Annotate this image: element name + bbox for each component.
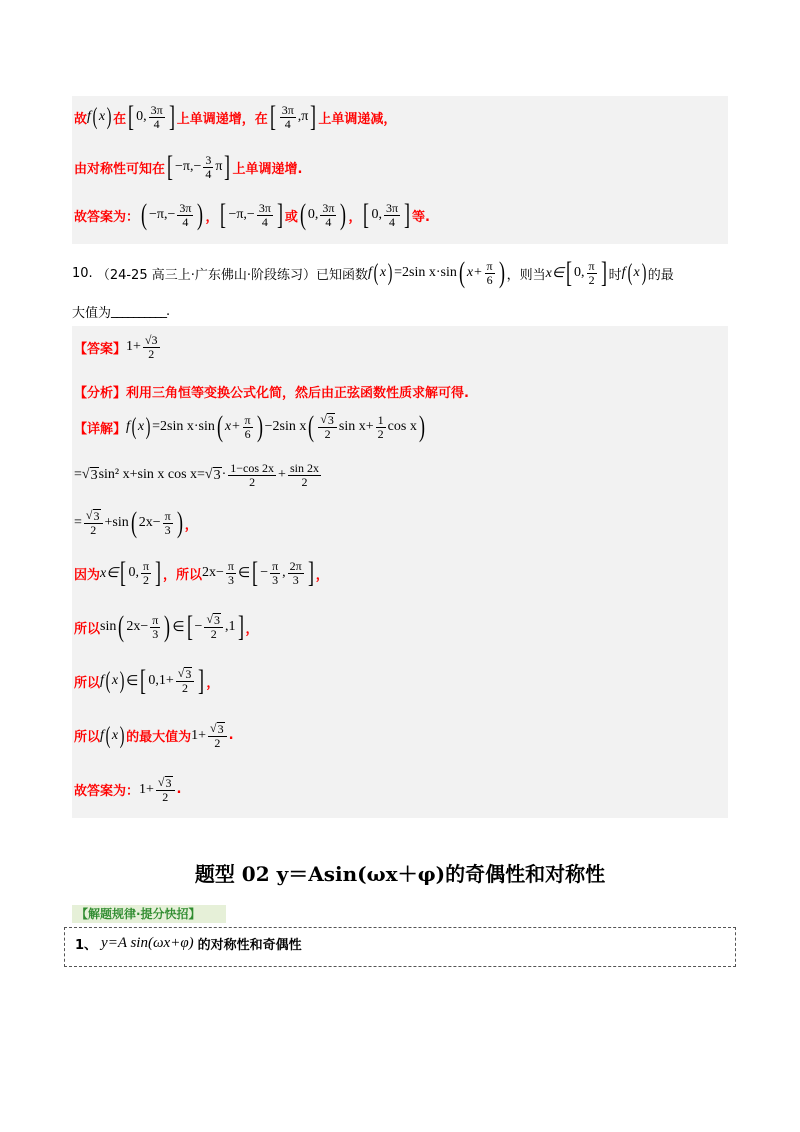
tips-item-1	[75, 934, 302, 953]
item-formula: y=A sin(ωx+φ)	[101, 935, 194, 951]
zero: 0,	[574, 265, 585, 280]
math-domain: x∈ [ 0, $\frac{\pi}{2}$ ]	[100, 556, 161, 589]
t: 所以	[74, 675, 101, 691]
t: ∈	[172, 619, 185, 635]
math-interval-3: [ −π,− $\frac{3}{4}$ π ]	[167, 150, 231, 183]
den: 2	[142, 572, 149, 587]
t: 0,1+	[148, 673, 174, 688]
detail-line-7	[74, 722, 234, 750]
detail-line-6	[74, 666, 219, 696]
den: 4	[284, 116, 291, 131]
den: 2	[301, 474, 308, 489]
zero: 0,	[136, 109, 147, 124]
math-range: 2x− $\frac{\pi}{3}$ ∈ [ − $\frac{\pi}{3}$ , $\frac{2\pi}{3}$ ]	[202, 556, 314, 589]
math-final: 1+ √ 3 2	[139, 776, 177, 804]
pi: π	[215, 159, 223, 174]
den: 4	[261, 214, 268, 229]
num: 3π	[281, 102, 294, 117]
t: sin x+	[338, 419, 374, 434]
t: 1+	[126, 339, 141, 355]
math-sin-range: sin ( 2x− $\frac{\pi}{3}$ ) ∈ [ − √ 3 2 ,1 ]	[100, 610, 244, 643]
detail-line-3	[74, 508, 198, 538]
text: 在	[113, 111, 127, 127]
math-fx: f ( x )	[87, 104, 112, 130]
den: 4	[389, 214, 395, 229]
num: π	[142, 558, 149, 573]
num: 3	[205, 152, 212, 167]
t: ，	[184, 517, 198, 533]
num: π	[227, 558, 234, 573]
den: 2	[182, 681, 189, 696]
solution-box-continued	[72, 96, 728, 244]
den: 2	[588, 272, 595, 287]
num: π	[272, 558, 279, 573]
minus-pi: −π,−	[175, 159, 202, 174]
t: −π,−	[228, 207, 255, 222]
text: ，	[348, 209, 362, 225]
den: 6	[244, 426, 251, 441]
line-monotonic-intervals	[74, 102, 396, 132]
num: π	[588, 258, 595, 273]
t: ∈	[237, 565, 251, 581]
rad: 3	[93, 509, 100, 524]
section-title: 题型 02 y＝Asin(ωx＋φ)的奇偶性和对称性	[194, 862, 606, 886]
text: 上单调递减，	[318, 111, 397, 127]
math-simplify: = √ 3 sin² x+sin x cos x= √ 3 · $\frac{1-\cos 2x}{2}$ + $\frac{\sin 2x}{2}$	[74, 461, 319, 489]
answer-line	[74, 334, 162, 360]
analysis-label: 【分析】	[74, 386, 127, 401]
detail-line-8	[74, 776, 181, 804]
den: 2	[249, 474, 256, 489]
math-ans-1: ( −π,− $\frac{3\pi}{4}$ )	[141, 198, 204, 231]
t: 0,	[128, 565, 139, 580]
den: 3	[227, 572, 234, 587]
t: −2sin x	[264, 419, 307, 434]
t: .	[176, 782, 182, 798]
num: 1	[377, 412, 384, 427]
item-text: 的对称性和奇偶性	[197, 938, 302, 953]
t: ∈	[126, 673, 139, 689]
den: 3	[164, 522, 171, 537]
question-source: （24-25 高三上·广东佛山·阶段练习）已知函数	[96, 267, 369, 283]
t: ,1	[225, 619, 236, 634]
num: π	[244, 412, 251, 427]
question-10-line1	[72, 258, 674, 288]
math-f-range: f ( x ) ∈ [ 0,1+ √ 3 2 ]	[100, 664, 205, 697]
den: 4	[182, 214, 189, 229]
num: 2π	[289, 558, 302, 573]
f: f	[87, 109, 91, 124]
t: −π,−	[149, 207, 176, 222]
rad: 3	[217, 722, 224, 736]
x: x	[98, 109, 106, 124]
t: 所以	[74, 621, 101, 637]
t: 的最大值为	[126, 730, 192, 746]
eq: =2sin x·sin	[394, 265, 457, 280]
den: 2	[324, 427, 331, 442]
math-result: = √ 3 2 +sin ( 2x− $\frac{\pi}{3}$ )	[74, 506, 183, 539]
t: 0,	[307, 207, 319, 222]
pi: ,π	[297, 109, 309, 124]
detail-line-4	[74, 558, 329, 588]
num: π	[164, 508, 171, 523]
text: 或	[284, 209, 298, 225]
detail-line-1	[74, 412, 427, 442]
t: =2sin x·sin	[152, 419, 215, 434]
t: ，	[315, 567, 329, 583]
num: 3π	[258, 200, 271, 215]
den: 2	[214, 736, 221, 751]
item-number: 1、	[75, 938, 98, 953]
den: 2	[90, 523, 97, 538]
math-fx: f ( x )	[621, 260, 647, 286]
t: +	[278, 467, 286, 483]
num: 1−cos 2x	[230, 461, 275, 475]
tips-box	[64, 927, 736, 967]
rad: 3	[185, 667, 192, 682]
num: π	[152, 612, 159, 627]
x: x+	[466, 265, 483, 280]
t: x+	[224, 419, 241, 434]
den: 3	[272, 572, 279, 587]
num: 3π	[322, 200, 335, 215]
t: =	[74, 467, 82, 483]
analysis-line	[74, 382, 469, 401]
text: ，则当	[506, 267, 546, 283]
t: 1+	[191, 727, 207, 743]
detail-line-2	[74, 462, 323, 488]
t: +sin	[104, 515, 129, 530]
question-10-line2	[72, 302, 170, 321]
den: 2	[162, 790, 169, 805]
t: −	[194, 619, 203, 634]
detail-label: 【详解】	[74, 421, 127, 437]
t: 所以	[74, 730, 101, 746]
tips-tag: 【解题规律·提分快招】	[72, 905, 226, 923]
math-interval-1: [ 0, $\frac{3\pi}{4}$ ]	[128, 100, 175, 133]
math-max: 1+ √ 3 2	[191, 722, 229, 750]
t: sin	[100, 619, 117, 634]
den: 2	[377, 426, 384, 441]
math-function: f ( x ) =2sin x·sin ( x+ $\frac{\pi}{6}$ )	[368, 256, 505, 289]
rad: 3	[214, 613, 221, 628]
t: 0,	[371, 207, 382, 222]
math-fx: f ( x )	[100, 722, 125, 749]
text: 等.	[412, 209, 430, 225]
text: 上单调递增，在	[176, 111, 268, 127]
math-domain: x∈ [ 0, $\frac{\pi}{2}$ ]	[545, 256, 607, 289]
text: 上单调递增.	[232, 161, 303, 177]
x-in: x∈	[545, 265, 565, 281]
t: ，	[245, 621, 259, 637]
t: ，	[206, 675, 220, 691]
math-interval-2: [ $\frac{3\pi}{4}$ ,π ]	[269, 100, 317, 133]
num: 3π	[179, 200, 192, 215]
num: 3π	[385, 200, 399, 215]
solution-box-q10	[72, 326, 728, 818]
num: π	[486, 258, 493, 273]
t: x∈	[100, 565, 119, 581]
text: 由对称性可知在	[74, 161, 166, 177]
t: 故答案为：	[74, 784, 140, 800]
text: .	[166, 304, 171, 319]
den: 3	[152, 626, 159, 641]
answer-label: 【答案】	[74, 341, 127, 357]
math-answer	[126, 334, 162, 360]
t: ，所以	[163, 567, 203, 583]
t: .	[228, 728, 234, 744]
rad: 3	[327, 413, 334, 428]
den: 6	[486, 272, 493, 287]
den: 4	[325, 214, 332, 229]
t: 2x−	[126, 619, 149, 634]
den: 4	[153, 116, 160, 131]
math-expand: f ( x ) =2sin x·sin ( x+ $\frac{\pi}{6}$ ) −2sin x ( √ 3 2 sin x+ $\frac{1}{2}$ cos x )	[126, 410, 425, 443]
analysis-text: 利用三角恒等变换公式化简，然后由正弦函数性质求解可得.	[126, 386, 469, 401]
t: 2x−	[202, 565, 224, 580]
num: sin 2x	[289, 461, 319, 475]
text: ，	[205, 209, 219, 225]
math-ans-2: [ −π,− $\frac{3\pi}{4}$ ]	[220, 198, 283, 231]
line-symmetry	[74, 152, 302, 182]
line-answer	[74, 200, 430, 230]
t: =	[74, 515, 82, 530]
math-ans-4: [ 0, $\frac{3\pi}{4}$ ]	[363, 198, 411, 231]
text: 故	[74, 111, 88, 127]
t: sin² x+sin x cos x=	[98, 467, 205, 483]
rad: 3	[165, 776, 172, 790]
t: 1+	[139, 781, 154, 797]
math-ans-3: ( 0, $\frac{3\pi}{4}$ )	[299, 198, 347, 231]
question-number: 10.	[72, 265, 93, 281]
t: −	[260, 565, 269, 580]
den: 4	[205, 166, 212, 181]
num: 3π	[150, 102, 163, 117]
text: 时	[608, 267, 622, 283]
detail-line-5	[74, 612, 259, 642]
text: 的最	[647, 267, 674, 283]
num: √3	[144, 333, 158, 347]
answer-blank[interactable]: __________	[111, 304, 167, 319]
t: 因为	[74, 567, 101, 583]
t: ·	[221, 467, 227, 483]
t: ,	[282, 565, 286, 580]
t: 2x−	[138, 515, 161, 530]
den: 2	[210, 627, 217, 642]
den: 2	[148, 346, 155, 361]
text: 故答案为：	[74, 209, 140, 225]
text: 大值为	[72, 306, 112, 321]
t: cos x	[387, 419, 417, 434]
den: 3	[292, 572, 299, 587]
